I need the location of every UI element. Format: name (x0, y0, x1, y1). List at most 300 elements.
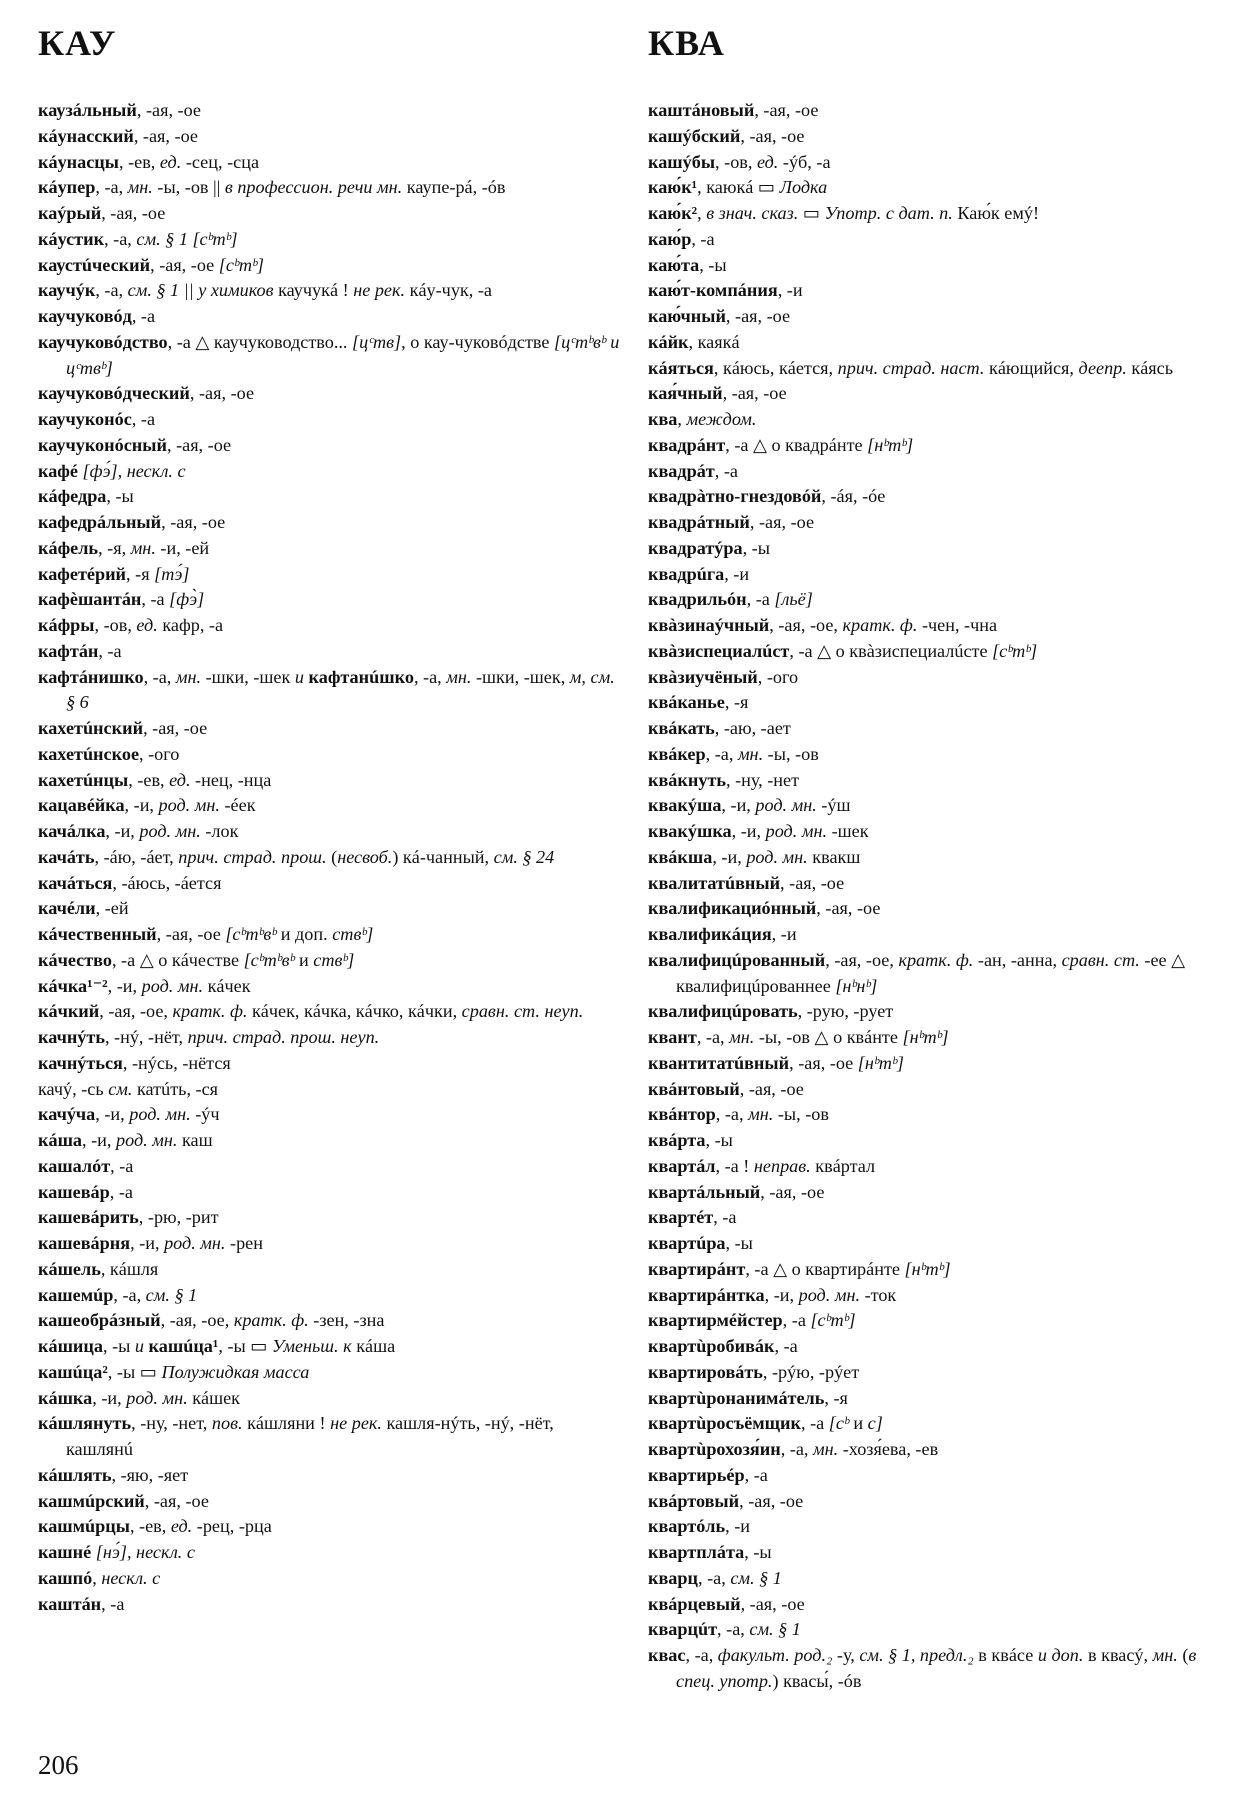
entry-text: , -и, (721, 795, 756, 816)
dictionary-entry (38, 999, 620, 1025)
entry-text: , -а △ каучуководство... (167, 331, 353, 352)
entry-text: кашля-нýть, -нý, -нёт, кашлянú (66, 1413, 554, 1459)
entry-text: , -ая, -ое (189, 383, 255, 404)
entry-text: , -а △ о квартирáнте (745, 1258, 905, 1279)
entry-text: в квасý, (1083, 1645, 1153, 1665)
entry-text: , -а △ о квàзиспециалúсте (789, 640, 993, 661)
grammar-note: [цᶜтᵇвᵇ и цᶜтвᵇ] (66, 331, 620, 378)
headword: квартирьéр (648, 1464, 745, 1485)
headword: кáшель (38, 1258, 101, 1279)
dictionary-entry (648, 665, 1224, 691)
entry-text: кáшек (187, 1387, 241, 1408)
dictionary-entry (38, 381, 620, 407)
entry-text: , -ая, -ое (722, 383, 787, 404)
dictionary-entry (648, 1077, 1224, 1103)
dictionary-entry (38, 1514, 620, 1540)
headword: кáфель (38, 537, 99, 558)
entry-text: ) квасы́, -óв (772, 1670, 862, 1691)
dictionary-entry (38, 201, 620, 227)
entry-text: , -я (126, 563, 155, 584)
headword: каю́к¹ (648, 177, 698, 198)
grammar-note: м, см. § 6 (66, 666, 615, 713)
entry-text: , -и (771, 924, 797, 944)
dictionary-entry (648, 1617, 1224, 1643)
dictionary-entry (648, 922, 1224, 948)
entry-text: , -ая, -ое (150, 254, 219, 275)
entry-text: -шки, -шек (201, 666, 295, 687)
grammar-note: [тэ́] (154, 563, 190, 584)
entry-text: , -и (724, 563, 750, 584)
headword: квадрáтный (648, 512, 750, 532)
grammar-note: [сᵇтᵇ] (218, 254, 264, 275)
entry-text: , -а (109, 1181, 133, 1202)
dictionary-entry (38, 150, 620, 176)
headword: кварцúт (648, 1619, 718, 1640)
entry-text: , -и, (107, 975, 142, 996)
dictionary-entry (648, 819, 1224, 845)
dictionary-entry (648, 253, 1224, 279)
headword: каучýк (38, 280, 96, 301)
headword: квалифицúровать (648, 1001, 798, 1022)
headword: качáться (38, 872, 113, 893)
headword: квартирáнт (648, 1258, 746, 1279)
entry-text: , -ая, -ое (749, 512, 815, 532)
grammar-note: кратк. ф. (172, 1001, 248, 1022)
entry-text: квáртал (810, 1155, 876, 1176)
headword: квартплáта (648, 1542, 745, 1562)
headword: каучуконóс (38, 409, 132, 429)
entry-text: -зен, -зна (308, 1310, 385, 1331)
entry-text: , -áю, -áет, (94, 846, 179, 867)
entry-text: , -ого (757, 666, 799, 687)
headword: кáунасцы (38, 151, 119, 172)
dictionary-entry (648, 175, 1224, 201)
headword: квадрáт (648, 460, 715, 481)
headword: каучуковóдческий (38, 383, 190, 404)
entry-text: -и, -ей (155, 537, 210, 558)
entry-text: , -а △ о кáчестве (111, 949, 244, 970)
entry-text: , -и (777, 280, 803, 301)
headword: квартирмéйстер (648, 1310, 783, 1331)
dictionary-entry (38, 1334, 620, 1360)
headword: квадрàтно-гнездовóй (648, 486, 822, 507)
dictionary-entry (648, 1205, 1224, 1231)
grammar-note: мн. (737, 743, 764, 764)
entry-text: , -и, (82, 1130, 117, 1150)
grammar-note: род. мн. (164, 1233, 226, 1253)
headword: каю́т-компáния (648, 280, 778, 301)
entry-text: , -ы (744, 1542, 772, 1562)
grammar-note: деепр. (1078, 357, 1127, 378)
entry-text: , -ая, -ое, (769, 615, 843, 635)
entry-text: -ýч (190, 1104, 220, 1125)
left-column (38, 98, 620, 1617)
entry-text: , -я (824, 1387, 848, 1408)
entry-text: , -ая, -ое (136, 100, 201, 120)
entry-text: , -а (131, 306, 156, 326)
entry-text: каучукá ! (273, 280, 354, 301)
grammar-note: ед. (756, 151, 779, 172)
entry-text: -шки, -шек, (471, 666, 570, 687)
entry-text: -лок (200, 821, 239, 841)
entry-text: кáу-чук, -а (405, 280, 492, 301)
dictionary-entry (38, 742, 620, 768)
entry-text: , -а, (717, 1619, 750, 1640)
entry-text: квакш (807, 846, 861, 867)
grammar-note: мн. (130, 537, 156, 558)
headword: кафедрáльный (38, 512, 162, 532)
entry-text: , -ов, (715, 151, 757, 172)
headword: кацавéйка (38, 795, 125, 816)
dictionary-entry (648, 845, 1224, 871)
grammar-note: см. § 1 (145, 1284, 198, 1305)
headword: кáяться (648, 357, 714, 378)
dictionary-entry (648, 1102, 1224, 1128)
dictionary-entry (38, 1489, 620, 1515)
entry-text: , -ая, -ое (133, 125, 198, 146)
dictionary-entry (648, 587, 1224, 613)
grammar-note: не рек. (353, 280, 406, 301)
entry-text: , -а (691, 228, 715, 249)
entry-text: каш (177, 1130, 213, 1150)
entry-text: качý, -сь (38, 1078, 109, 1099)
dictionary-entry (38, 896, 620, 922)
dictionary-entry (648, 613, 1224, 639)
entry-text: -нец, -нца (190, 769, 272, 790)
dictionary-entry (38, 304, 620, 330)
headword: кафѐшантáн (38, 589, 142, 610)
entry-text: каупе-рá, -óв (402, 177, 506, 198)
entry-text: кáясь (1126, 357, 1174, 378)
entry-text: , -ы (699, 254, 727, 275)
entry-text: , (697, 203, 707, 223)
headword: квартéт (648, 1207, 714, 1228)
entry-text: , -а, (685, 1645, 718, 1665)
headword: кашúца² (38, 1361, 108, 1382)
entry-text: , -нý, -нёт, (104, 1027, 188, 1047)
dictionary-entry (648, 896, 1224, 922)
entry-text: , -а (714, 460, 738, 481)
dictionary-entry (648, 536, 1224, 562)
entry-text: кáша (351, 1336, 396, 1356)
headword: кафтанúшко (308, 666, 414, 687)
dictionary-entry (648, 1231, 1224, 1257)
dictionary-entry (648, 1514, 1224, 1540)
headword: каю́р (648, 228, 692, 249)
headword: квáртовый (648, 1490, 740, 1511)
dictionary-entry (38, 1283, 620, 1309)
entry-text: , -ы (705, 1130, 733, 1150)
headword: кáша (38, 1130, 83, 1150)
entry-text: , кáшля (100, 1258, 159, 1279)
entry-text: и доп. (276, 924, 333, 944)
entry-text: , -ну, -нет (726, 769, 800, 790)
grammar-note: род. мн. (746, 846, 808, 867)
headword: квакýшка (648, 821, 732, 841)
headword: каучуконóсный (38, 434, 167, 455)
dictionary-entry (38, 253, 620, 279)
grammar-note: и доп. (1037, 1645, 1084, 1665)
dictionary-entry (648, 1257, 1224, 1283)
dictionary-entry (648, 999, 1224, 1025)
headword: квàзиспециалúст (648, 640, 790, 661)
entry-text: -рец, -рца (192, 1516, 272, 1537)
grammar-note: ед. (170, 1516, 193, 1537)
grammar-note: нескл. с (101, 1567, 161, 1588)
grammar-note: [фэ̀] (169, 589, 205, 610)
dictionary-entry (38, 433, 620, 459)
entry-text: , -ая, -ое (725, 306, 791, 326)
headword: каштáн (38, 1593, 102, 1614)
grammar-note: ед. (136, 615, 158, 635)
headword: квалитатúвный (648, 872, 781, 893)
entry-text: ▭ (798, 203, 825, 223)
headword: кая́чный (648, 383, 723, 404)
dictionary-entry (648, 433, 1224, 459)
dictionary-entry (648, 484, 1224, 510)
dictionary-entry (38, 1051, 620, 1077)
entry-text: кафр, -а (157, 615, 224, 635)
dictionary-entry (648, 1592, 1224, 1618)
headword: кашевáрня (38, 1233, 131, 1253)
headword: качéли (38, 898, 96, 919)
entry-text: , -а (713, 1207, 737, 1228)
grammar-note: пов. (211, 1413, 243, 1434)
entry-text: , каюкá ▭ (697, 177, 780, 198)
headword: каýрый (38, 203, 102, 223)
entry-text: , -нýсь, -нётся (122, 1052, 231, 1073)
headword: квалифицúрованный (648, 949, 826, 970)
entry-text: , -а, (698, 1567, 731, 1588)
dictionary-entry (648, 201, 1224, 227)
entry-text: -шек (827, 821, 869, 841)
entry-text: кáшляни ! (242, 1413, 331, 1434)
entry-text: , -áя, -óе (821, 486, 886, 507)
headword: каю́та (648, 254, 700, 275)
entry-text: , -а (98, 640, 122, 661)
entry-text: -ы, -ов || (152, 177, 225, 198)
headword: квас (648, 1645, 686, 1665)
dictionary-entry (648, 742, 1224, 768)
dictionary-entry (38, 1180, 620, 1206)
entry-text: , -а, (104, 228, 137, 249)
grammar-note: мн. (813, 1439, 839, 1459)
dictionary-entry (38, 1257, 620, 1283)
grammar-note: род. мн. (139, 821, 201, 841)
entry-text: , -ну, -нет, (131, 1413, 212, 1434)
dictionary-entry (38, 407, 620, 433)
grammar-note: и (134, 1336, 144, 1356)
grammar-note: междом. (686, 409, 757, 429)
entry-text: , -а, (705, 743, 738, 764)
grammar-note: прич. страд. прош. неуп. (187, 1027, 380, 1047)
grammar-note: род. мн. (141, 975, 204, 996)
grammar-note: Употр. с дат. п. (824, 203, 953, 223)
headword: кáчество (38, 949, 112, 970)
dictionary-entry (648, 1643, 1224, 1695)
dictionary-entry (38, 484, 620, 510)
entry-text: , -ая, -ое (161, 512, 226, 532)
dictionary-entry (38, 278, 620, 304)
entry-text: , -ы ▭ (107, 1361, 162, 1382)
entry-text: , -я, (98, 537, 131, 558)
headword: качýча (38, 1104, 96, 1125)
entry-text: , -а, (95, 280, 128, 301)
grammar-note: Уменьш. к (272, 1336, 352, 1356)
right-running-head: КВА (648, 23, 725, 63)
grammar-note: см. § 1 (730, 1567, 782, 1588)
headword: качáлка (38, 821, 106, 841)
headword: квантитатúвный (648, 1052, 790, 1073)
dictionary-entry (648, 407, 1224, 433)
grammar-note: [фэ́], нескл. с (82, 460, 186, 481)
entry-text: кáчек, кáчка, кáчко, кáчки, (247, 1001, 462, 1022)
headword: квадрильóн (648, 589, 747, 610)
headword: качнýть (38, 1027, 105, 1047)
headword: кашýбы (648, 151, 716, 172)
headword: каштáновый (648, 100, 755, 120)
entry-text: , -ая, -ое (739, 1490, 804, 1511)
dictionary-entry (648, 1411, 1224, 1437)
entry-text: , -а (110, 1155, 134, 1176)
dictionary-entry (38, 845, 620, 871)
dictionary-entry (38, 175, 620, 201)
entry-text: , -и, (95, 1104, 130, 1125)
headword: кашеобрáзный (38, 1310, 161, 1331)
grammar-note: род. мн. (158, 795, 220, 816)
entry-text: катúть, -ся (132, 1078, 219, 1099)
headword: кахетúнцы (38, 769, 129, 790)
entry-text: -сец, -сца (181, 151, 260, 172)
dictionary-entry (38, 1025, 620, 1051)
headword: каузáльный (38, 100, 137, 120)
dictionary-entry (38, 562, 620, 588)
dictionary-entry (648, 1180, 1224, 1206)
dictionary-entry (38, 1231, 620, 1257)
dictionary-entry (648, 510, 1224, 536)
entry-text: , -а (774, 1336, 798, 1356)
entry-text: , -и, (130, 1233, 165, 1253)
right-column (648, 98, 1224, 1695)
entry-text: , -а, (715, 1104, 749, 1125)
headword: кáшка (38, 1387, 93, 1408)
entry-text: , -а (800, 1413, 829, 1434)
page-number: 206 (38, 1750, 79, 1780)
headword: квàзиучёный (648, 666, 758, 687)
entry-text: ) кá-чанный, (392, 846, 494, 867)
dictionary-entry (648, 459, 1224, 485)
headword: кашнé (38, 1542, 92, 1562)
dictionary-entry (648, 150, 1224, 176)
grammar-note: и (294, 666, 304, 687)
entry-text: , -ы ▭ (218, 1336, 272, 1356)
dictionary-entry (38, 1360, 620, 1386)
entry-text: , (677, 409, 687, 429)
dictionary-entry (38, 665, 620, 717)
entry-text: , о кау-чуковóдстве (401, 331, 554, 352)
grammar-note: [нᵇтᵇ] (857, 1052, 904, 1073)
headword: кашмúрский (38, 1490, 145, 1511)
dictionary-entry (38, 1540, 620, 1566)
grammar-note: ствᵇ] (313, 949, 355, 970)
grammar-note: сравн. ст. (1061, 949, 1140, 970)
grammar-note: мн. (175, 666, 202, 687)
headword: квалификациóнный (648, 898, 817, 919)
headword: квартáльный (648, 1181, 761, 1202)
dictionary-entry (648, 330, 1224, 356)
headword: кафтáн (38, 640, 99, 661)
headword: кáустик (38, 228, 105, 249)
dictionary-entry (648, 381, 1224, 407)
dictionary-entry (648, 1540, 1224, 1566)
dictionary-entry (648, 1489, 1224, 1515)
entry-text: и (848, 1413, 868, 1434)
grammar-note: мн. (1152, 1645, 1178, 1665)
entry-text: -ее △ квалифицúрованнее (676, 949, 1186, 996)
entry-text: , -а, (413, 666, 447, 687)
entry-text: -ток (860, 1284, 897, 1305)
headword: качнýться (38, 1052, 123, 1073)
grammar-note: мн. (446, 666, 472, 687)
dictionary-entry (38, 1386, 620, 1412)
entry-text: , -а (782, 1310, 811, 1331)
headword: квакýша (648, 795, 722, 816)
dictionary-entry (38, 1463, 620, 1489)
entry-text: , -ая, -ое (754, 100, 819, 120)
grammar-note: несвоб. (337, 846, 393, 867)
entry-text: ( (326, 846, 338, 867)
entry-text: , -ая, -ое (144, 1490, 209, 1511)
grammar-note: [нᵇтᵇ] (904, 1258, 951, 1279)
headword: кáшлянуть (38, 1413, 132, 1434)
grammar-note: в профессион. речи мн. (224, 177, 403, 198)
entry-text: -ан, -анна, (973, 949, 1062, 970)
dictionary-entry (648, 793, 1224, 819)
grammar-note: кратк. ф. (898, 949, 974, 970)
grammar-note: мн. (729, 1027, 755, 1047)
entry-text: , -ого (139, 743, 180, 764)
dictionary-entry (38, 1308, 620, 1334)
entry-text: , -а, (696, 1027, 730, 1047)
headword: кáфры (38, 615, 95, 635)
entry-text: , -ая, -ое, (160, 1310, 234, 1331)
entry-text: , -а (744, 1464, 768, 1485)
entry-text: , -и (725, 1516, 751, 1537)
grammar-note: сравн. ст. неуп. (461, 1001, 584, 1022)
dictionary-entry (648, 356, 1224, 382)
grammar-note: ед. (159, 151, 182, 172)
entry-text: , -а, (143, 666, 176, 687)
dictionary-entry (648, 871, 1224, 897)
dictionary-entry (38, 1566, 620, 1592)
headword: квартáл (648, 1155, 716, 1176)
dictionary-entry (38, 948, 620, 974)
dictionary-entry (648, 1308, 1224, 1334)
dictionary-entry (38, 768, 620, 794)
entry-text: , -ев, (128, 769, 170, 790)
entry-text: , -я (724, 692, 749, 713)
entry-text: , -ая, -ое (740, 1593, 805, 1614)
headword: кáфедра (38, 486, 107, 507)
entry-text: , -и, (764, 1284, 799, 1305)
entry-text: , -рую, -рует (797, 1001, 894, 1022)
dictionary-entry (38, 124, 620, 150)
grammar-note: [льё] (774, 589, 813, 610)
dictionary-entry (38, 922, 620, 948)
dictionary-entry (648, 639, 1224, 665)
dictionary-entry (648, 1154, 1224, 1180)
grammar-note: [нᵇтᵇ] (902, 1027, 949, 1047)
